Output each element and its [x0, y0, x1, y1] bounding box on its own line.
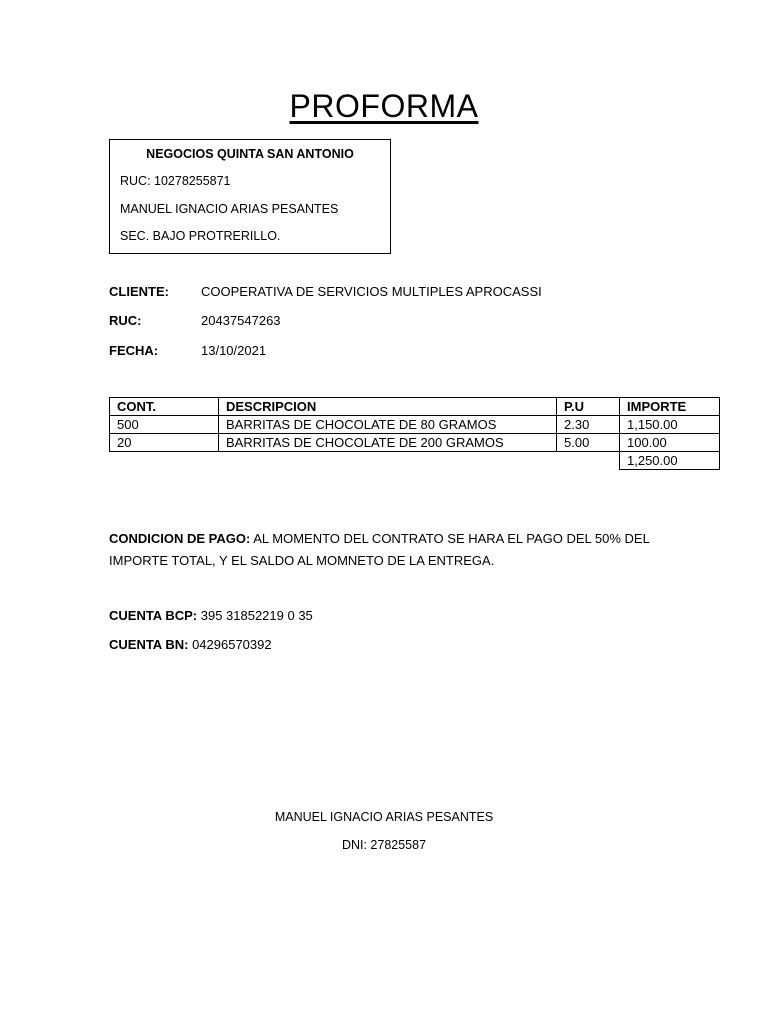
bn-value: 04296570392 — [192, 637, 272, 652]
cell-importe: 100.00 — [620, 434, 720, 452]
client-value: COOPERATIVA DE SERVICIOS MULTIPLES APROCASSI — [201, 284, 542, 299]
cell-importe: 1,150.00 — [620, 416, 720, 434]
total-amount: 1,250.00 — [620, 452, 720, 470]
company-owner: MANUEL IGNACIO ARIAS PESANTES — [120, 202, 339, 216]
header-cont: CONT. — [110, 398, 219, 416]
date-label: FECHA: — [109, 343, 159, 358]
company-address: SEC. BAJO PROTRERILLO. — [120, 229, 281, 243]
table-header-row — [110, 398, 720, 416]
payment-terms — [109, 528, 669, 572]
payment-text: AL MOMENTO DEL CONTRATO SE HARA EL PAGO DEL 50% DEL IMPORTE TOTAL, Y EL SALDO AL MOMNETO DE LA ENTREGA. — [109, 531, 650, 568]
client-label: CLIENTE: — [109, 284, 169, 299]
table-total-row — [110, 452, 720, 470]
cell-pu: 2.30 — [557, 416, 620, 434]
bcp-value: 395 31852219 0 35 — [200, 608, 313, 623]
bcp-label: CUENTA BCP: — [109, 608, 198, 623]
items-table — [109, 397, 720, 470]
document-title: PROFORMA — [289, 88, 479, 124]
bn-label: CUENTA BN: — [109, 637, 189, 652]
header-importe: IMPORTE — [620, 398, 720, 416]
header-descripcion: DESCRIPCION — [219, 398, 557, 416]
cell-cont: 20 — [110, 434, 219, 452]
cell-pu: 5.00 — [557, 434, 620, 452]
client-ruc-label: RUC: — [109, 313, 142, 328]
bn-account — [109, 637, 272, 652]
table-row — [110, 434, 720, 452]
date-value: 13/10/2021 — [201, 343, 267, 358]
signature-dni: DNI: 27825587 — [341, 838, 427, 852]
signature-name: MANUEL IGNACIO ARIAS PESANTES — [274, 810, 494, 824]
cell-descripcion: BARRITAS DE CHOCOLATE DE 200 GRAMOS — [219, 434, 557, 452]
bcp-account — [109, 608, 313, 623]
client-ruc-value: 20437547263 — [201, 313, 281, 328]
table-row — [110, 416, 720, 434]
cell-descripcion: BARRITAS DE CHOCOLATE DE 80 GRAMOS — [219, 416, 557, 434]
payment-label: CONDICION DE PAGO: — [109, 531, 251, 546]
company-box — [109, 139, 391, 254]
company-name: NEGOCIOS QUINTA SAN ANTONIO — [146, 147, 354, 161]
header-pu: P.U — [557, 398, 620, 416]
company-ruc: RUC: 10278255871 — [120, 174, 231, 188]
cell-cont: 500 — [110, 416, 219, 434]
